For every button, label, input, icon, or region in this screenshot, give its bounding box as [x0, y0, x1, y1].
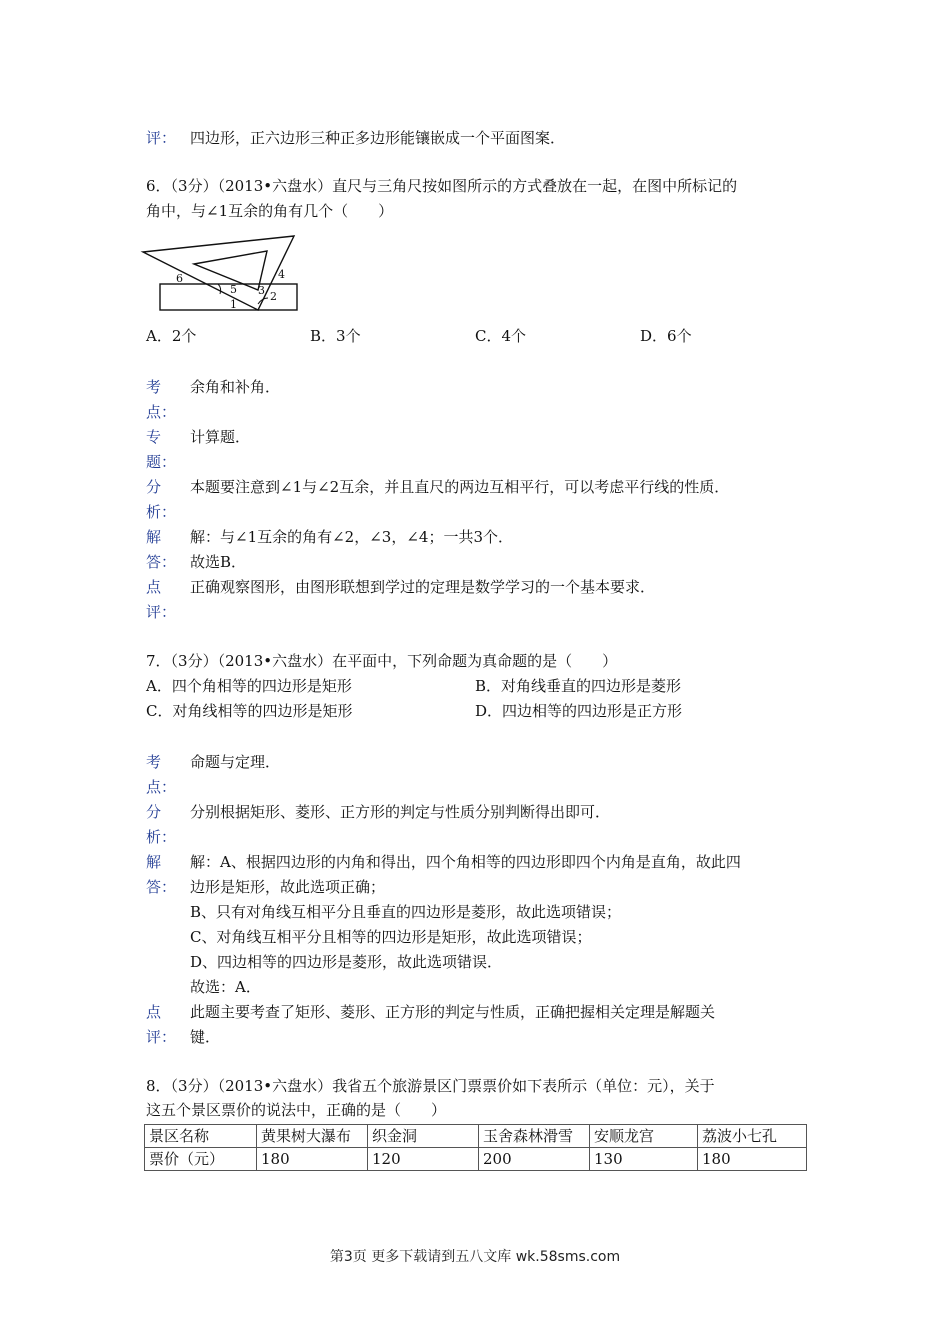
- q7-dianping-text-1: 此题主要考查了矩形、菱形、正方形的判定与性质，正确把握相关定理是解题关: [190, 1003, 716, 1021]
- q6-kaodian-label-2: 点：: [146, 403, 177, 421]
- comment-text: 四边形，正六边形三种正多边形能镶嵌成一个平面图案．: [190, 129, 566, 147]
- q7-jieda-text-3: B、只有对角线互相平分且垂直的四边形是菱形，故此选项错误；: [190, 903, 622, 921]
- q7-fenxi-text: 分别根据矩形、菱形、正方形的判定与性质分别判断得出即可．: [190, 803, 611, 821]
- q7-stem: 7．（3分）（2013•六盘水）在平面中，下列命题为真命题的是（ ）: [146, 652, 618, 670]
- q7-jieda-text-5: D、四边相等的四边形是菱形，故此选项错误．: [190, 953, 503, 971]
- ruler-triangle-figure: [140, 234, 300, 314]
- q6-fenxi-text: 本题要注意到∠1与∠2互余，并且直尺的两边互相平行，可以考虑平行线的性质．: [190, 478, 730, 496]
- q7-kaodian-text: 命题与定理．: [190, 753, 281, 771]
- q6-option-d: D．6个: [640, 327, 692, 345]
- table-cell: 180: [698, 1148, 807, 1171]
- q6-stem-line1: 6．（3分）（2013•六盘水）直尺与三角尺按如图所示的方式叠放在一起，在图中所标记的: [146, 177, 738, 195]
- q7-kaodian-label-1: 考: [146, 753, 162, 771]
- q7-jieda-label-1: 解: [146, 853, 162, 871]
- q6-kaodian-text: 余角和补角．: [190, 378, 281, 396]
- q7-jieda-text-1: 解：A、根据四边形的内角和得出，四个角相等的四边形即四个内角是直角，故此四: [190, 853, 741, 871]
- q6-zhuanti-label-1: 专: [146, 428, 162, 446]
- q7-dianping-label-1: 点: [146, 1003, 162, 1021]
- table-cell: 景区名称: [145, 1125, 257, 1148]
- comment-label: 评：: [146, 129, 177, 147]
- q6-jieda-text-1: 解：与∠1互余的角有∠2，∠3，∠4；一共3个．: [190, 528, 513, 546]
- q6-jieda-label-2: 答：: [146, 553, 177, 571]
- table-cell: 荔波小七孔: [698, 1125, 807, 1148]
- q6-dianping-label-2: 评：: [146, 603, 177, 621]
- q8-stem-line1: 8．（3分）（2013•六盘水）我省五个旅游景区门票票价如下表所示（单位：元），关于: [146, 1077, 715, 1095]
- table-cell: 130: [590, 1148, 698, 1171]
- ticket-price-table: [144, 1124, 807, 1171]
- table-cell: 玉舍森林滑雪: [479, 1125, 590, 1148]
- q8-stem-line2: 这五个景区票价的说法中，正确的是（ ）: [146, 1101, 447, 1119]
- q7-option-a: A．四个角相等的四边形是矩形: [146, 677, 352, 695]
- q6-stem-line2: 角中，与∠1互余的角有几个（ ）: [146, 202, 394, 220]
- q7-dianping-text-2: 键．: [190, 1028, 221, 1046]
- q7-jieda-text-4: C、对角线互相平分且相等的四边形是矩形，故此选项错误；: [190, 928, 592, 946]
- q7-option-d: D．四边相等的四边形是正方形: [475, 702, 683, 720]
- q6-jieda-text-2: 故选B．: [190, 553, 247, 571]
- angle-label-4: 4: [278, 268, 285, 281]
- angle-arc: [218, 284, 221, 294]
- q6-zhuanti-label-2: 题：: [146, 453, 177, 471]
- q7-option-c: C．对角线相等的四边形是矩形: [146, 702, 353, 720]
- q6-zhuanti-text: 计算题．: [190, 428, 251, 446]
- q6-fenxi-label-2: 析：: [146, 503, 177, 521]
- q6-option-a: A．2个: [146, 327, 197, 345]
- table-cell: 安顺龙宫: [590, 1125, 698, 1148]
- angle-label-3: 3: [258, 284, 265, 297]
- q6-jieda-label-1: 解: [146, 528, 162, 546]
- angle-label-6: 6: [176, 272, 183, 285]
- table-cell: 200: [479, 1148, 590, 1171]
- q7-fenxi-label-1: 分: [146, 803, 162, 821]
- q6-fenxi-label-1: 分: [146, 478, 162, 496]
- q6-dianping-text: 正确观察图形，由图形联想到学过的定理是数学学习的一个基本要求．: [190, 578, 656, 596]
- q7-jieda-text-2: 边形是矩形，故此选项正确；: [190, 878, 386, 896]
- table-cell: 180: [257, 1148, 368, 1171]
- q7-jieda-text-6: 故选：A．: [190, 978, 261, 996]
- table-cell: 票价（元）: [145, 1148, 257, 1171]
- table-cell: 织金洞: [368, 1125, 479, 1148]
- q7-dianping-label-2: 评：: [146, 1028, 177, 1046]
- q7-kaodian-label-2: 点：: [146, 778, 177, 796]
- q7-jieda-label-2: 答：: [146, 878, 177, 896]
- q6-dianping-label-1: 点: [146, 578, 162, 596]
- page-footer: 第3页 更多下载请到五八文库 wk.58sms.com: [329, 1249, 621, 1265]
- q6-option-b: B．3个: [310, 327, 361, 345]
- angle-label-1: 1: [230, 298, 237, 311]
- table-header-row: [145, 1125, 807, 1148]
- table-row: [145, 1148, 807, 1171]
- q7-option-b: B．对角线垂直的四边形是菱形: [475, 677, 682, 695]
- table-cell: 120: [368, 1148, 479, 1171]
- q7-fenxi-label-2: 析：: [146, 828, 177, 846]
- angle-label-5: 5: [230, 283, 237, 296]
- angle-label-2: 2: [270, 290, 277, 303]
- q6-kaodian-label-1: 考: [146, 378, 162, 396]
- table-cell: 黄果树大瀑布: [257, 1125, 368, 1148]
- q6-option-c: C．4个: [475, 327, 527, 345]
